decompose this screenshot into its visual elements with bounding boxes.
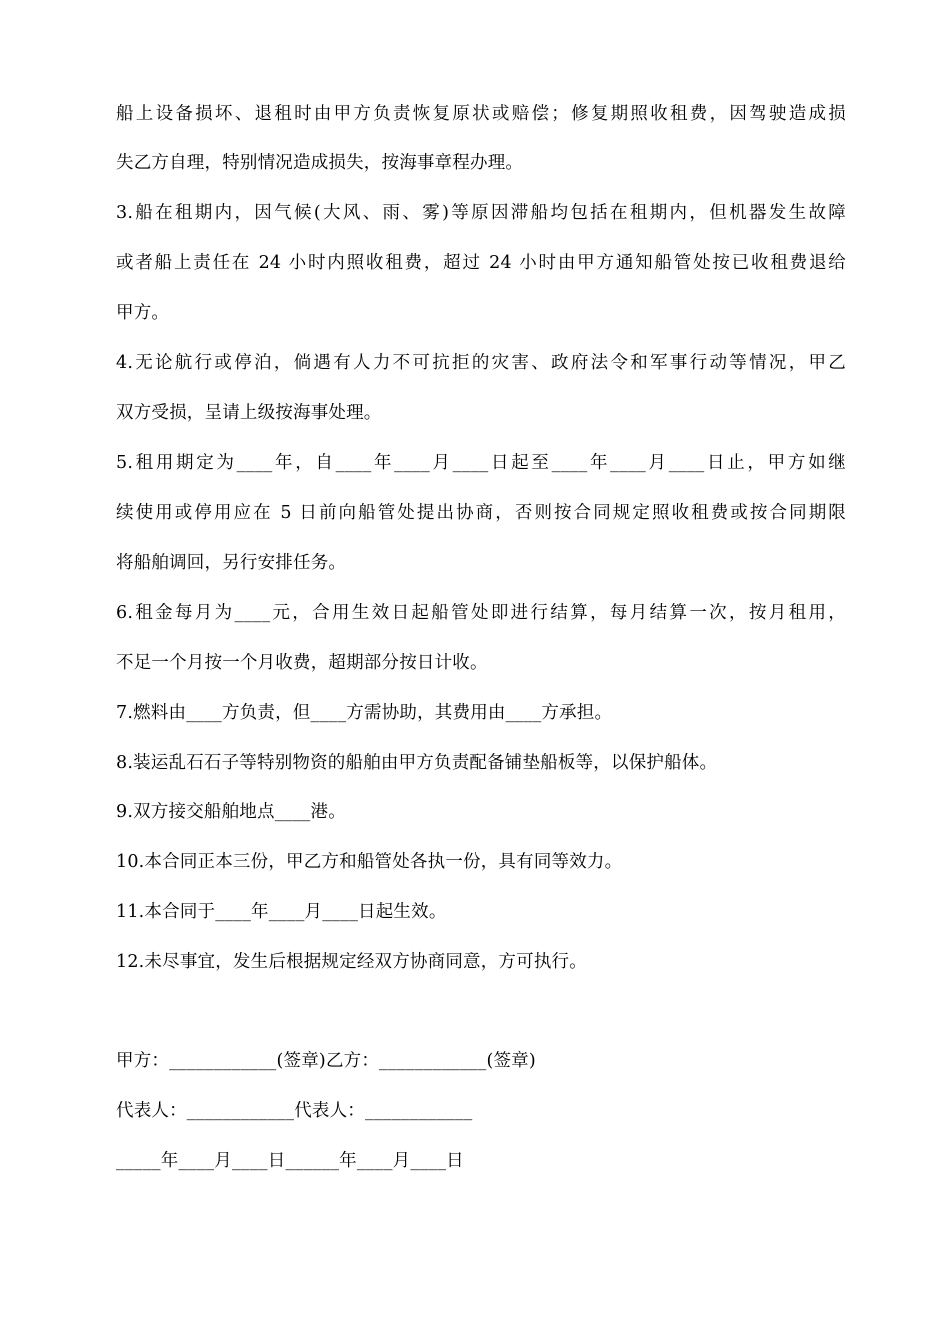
clause-11-line: 11.本合同于____年____月____日起生效。 xyxy=(116,902,447,922)
clause-12-line: 12.未尽事宜，发生后根据规定经双方协商同意，方可执行。 xyxy=(116,952,587,972)
clause-6-line: 不足一个月按一个月收费，超期部分按日计收。 xyxy=(116,653,488,673)
signature-date-line: _____年____月____日______年____月____日 xyxy=(116,1151,464,1171)
paragraph-line: 船上设备损坏、退租时由甲方负责恢复原状或赔偿；修复期照收租费，因驾驶造成损 xyxy=(116,104,846,124)
clause-3-line: 或者船上责任在 24 小时内照收租费，超过 24 小时由甲方通知船管处按已收租费退给 xyxy=(116,253,846,273)
clause-4-line: 双方受损，呈请上级按海事处理。 xyxy=(116,403,382,423)
clause-7-line: 7.燃料由____方负责，但____方需协助，其费用由____方承担。 xyxy=(116,703,613,723)
clause-8-line: 8.装运乱石石子等特别物资的船舶由甲方负责配备铺垫船板等，以保护船体。 xyxy=(116,753,718,773)
clause-10-line: 10.本合同正本三份，甲乙方和船管处各执一份，具有同等效力。 xyxy=(116,852,623,872)
clause-6-line: 6.租金每月为____元，合用生效日起船管处即进行结算，每月结算一次，按月租用， xyxy=(116,603,846,623)
clause-3-line: 甲方。 xyxy=(116,303,170,323)
clause-5-line: 5.租用期定为____年，自____年____月____日起至____年____月____日止，甲方如继 xyxy=(116,453,846,473)
clause-9-line: 9.双方接交船舶地点____港。 xyxy=(116,802,346,822)
clause-3-line: 3.船在租期内，因气候(大风、雨、雾)等原因滞船均包括在租期内，但机器发生故障 xyxy=(116,203,846,223)
paragraph-line: 失乙方自理，特别情况造成损失，按海事章程办理。 xyxy=(116,153,524,173)
clause-5-line: 将船舶调回，另行安排任务。 xyxy=(116,553,347,573)
signature-representatives-line: 代表人：____________代表人：____________ xyxy=(116,1101,473,1121)
signature-parties-line: 甲方：____________(签章)乙方：____________(签章) xyxy=(116,1051,536,1071)
clause-5-line: 续使用或停用应在 5 日前向船管处提出协商，否则按合同规定照收租费或按合同期限 xyxy=(116,503,846,523)
clause-4-line: 4.无论航行或停泊，倘遇有人力不可抗拒的灾害、政府法令和军事行动等情况，甲乙 xyxy=(116,353,846,373)
